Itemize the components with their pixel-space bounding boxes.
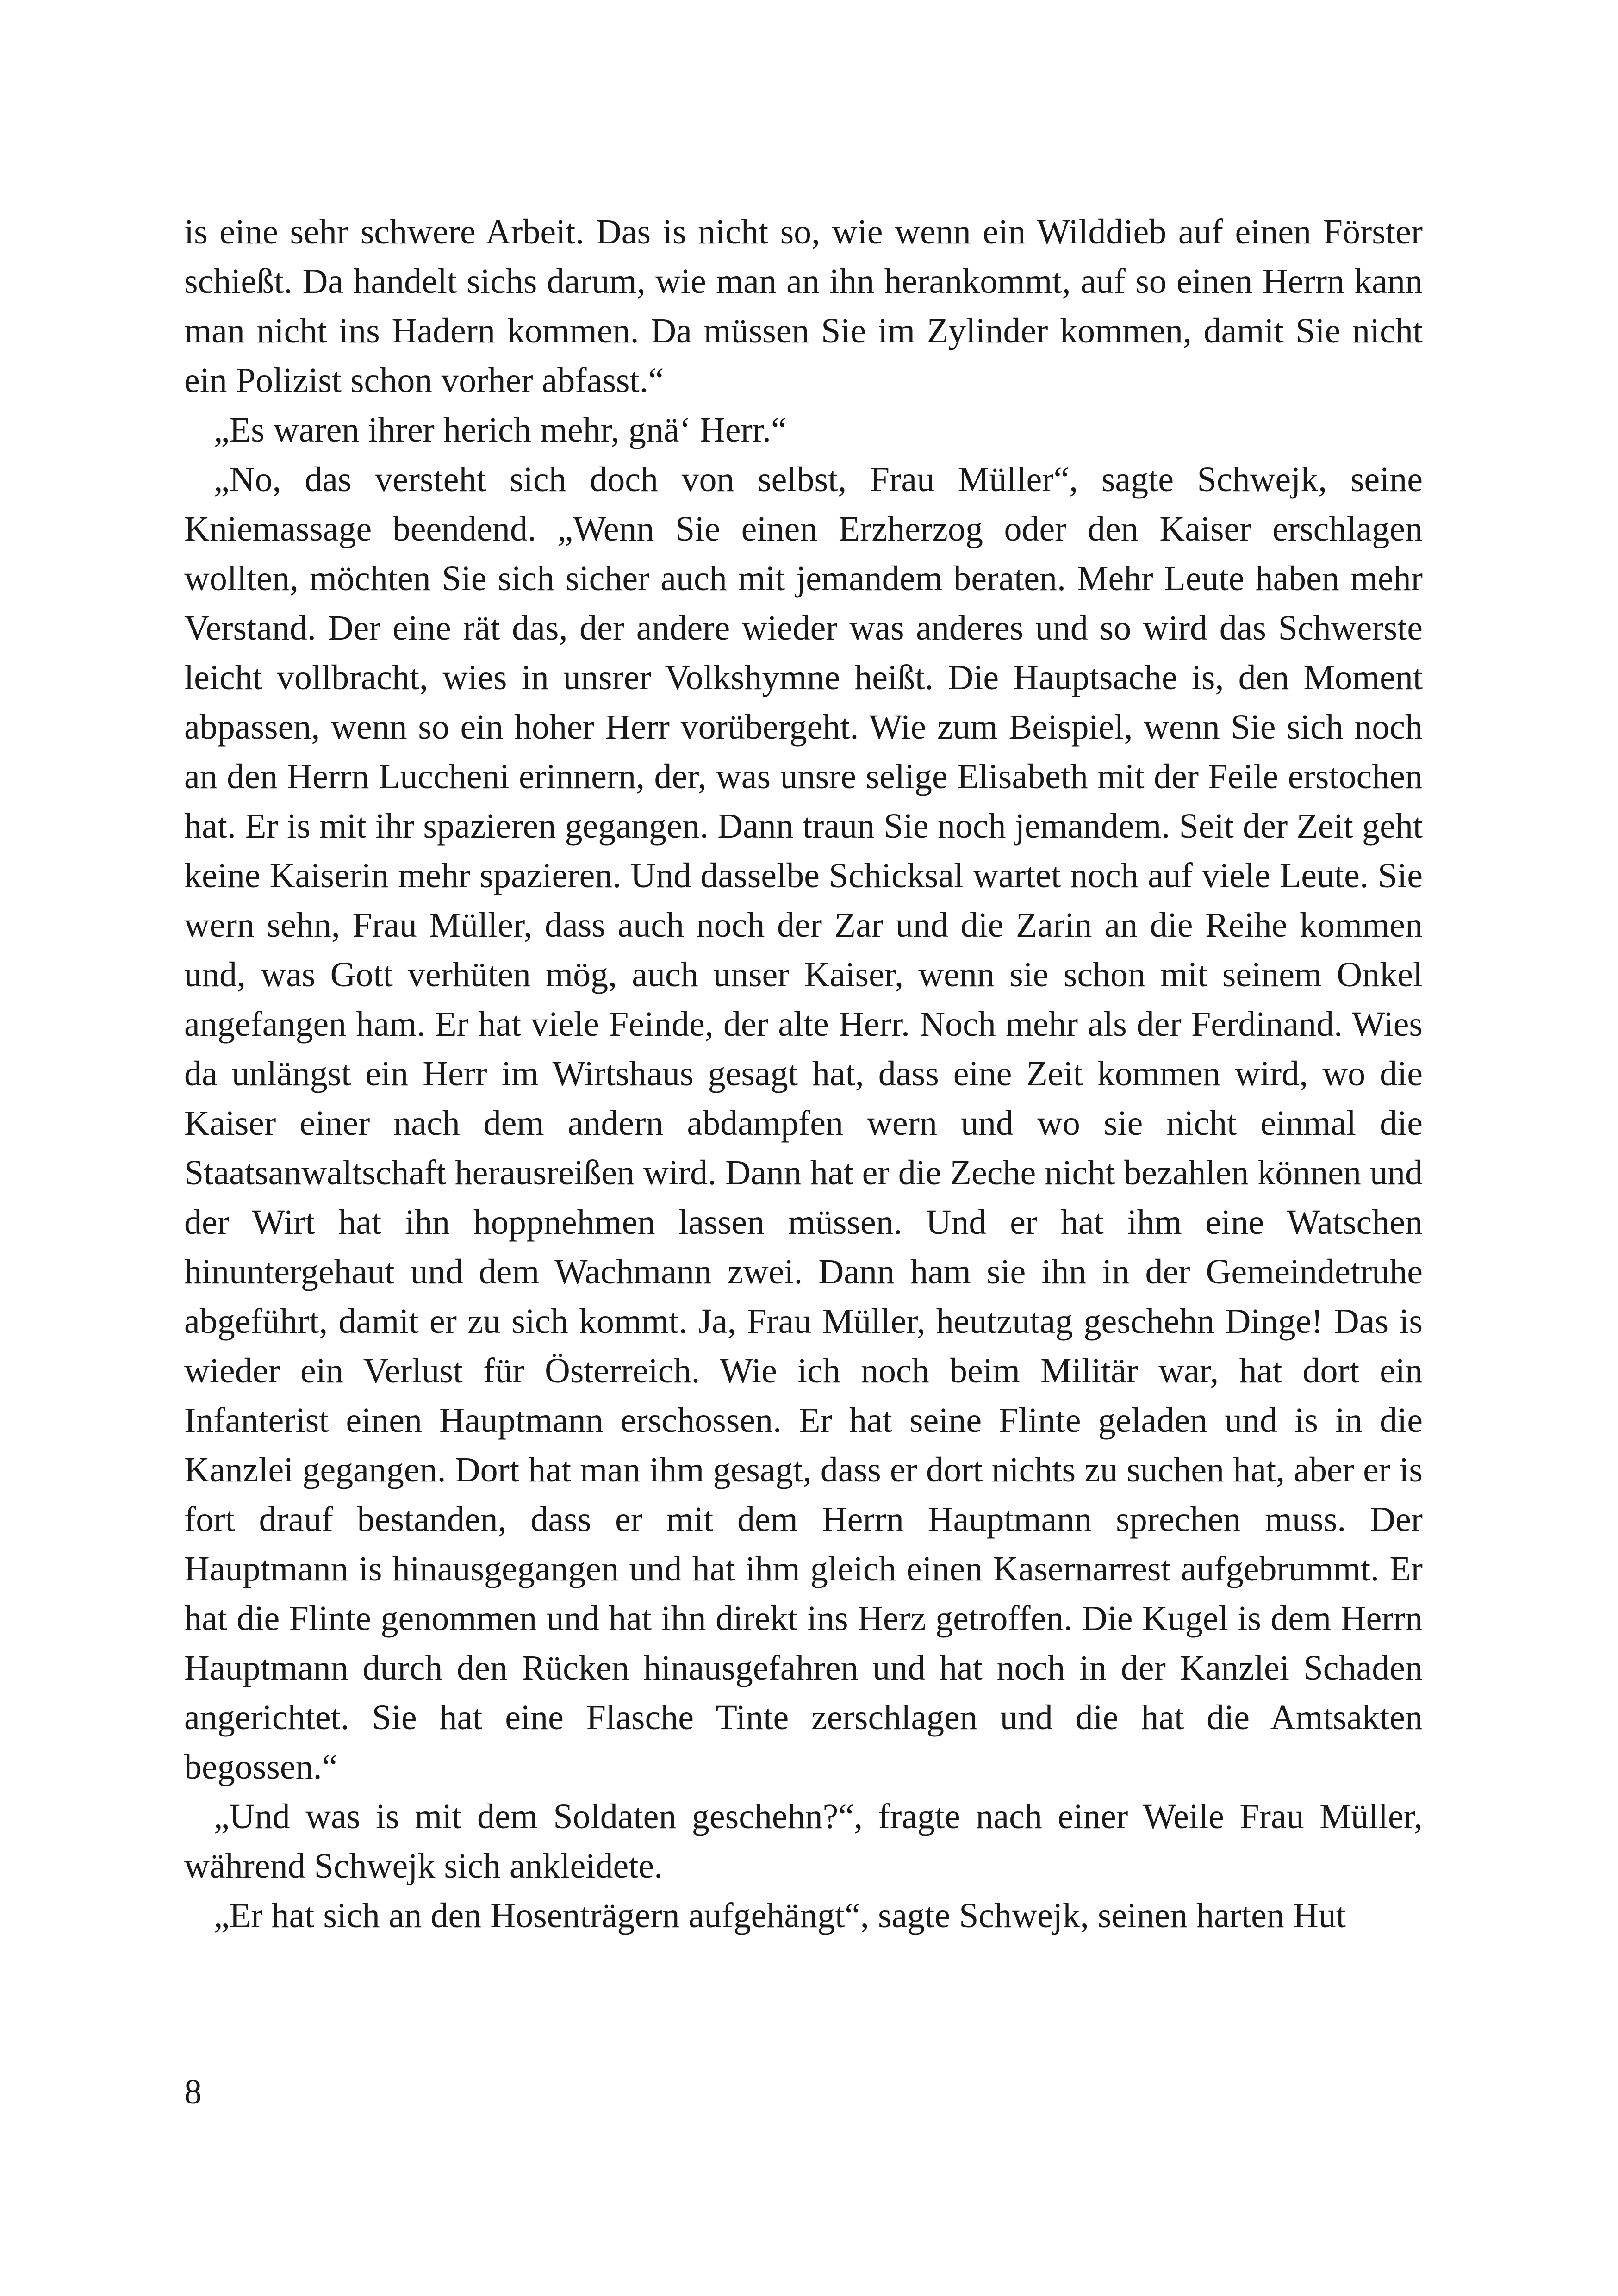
paragraph-5: „Er hat sich an den Hosenträgern aufgehängt“, sagte Schwejk, seinen harten Hut [214, 1896, 1346, 1935]
paragraph-4: „Und was is mit dem Soldaten geschehn?“, fragte nach einer Weile Frau Müller, während Schwejk sich ankleidete. [184, 1797, 1423, 1885]
body-text [184, 207, 1423, 1941]
paragraph-3: „No, das versteht sich doch von selbst, Frau Müller“, sagte Schwejk, seine Kniemassage beendend. „Wenn Sie einen Erzherzog oder den Kaiser erschlagen wollten, möchten Sie sich sicher auch mit jemandem beraten. Mehr Leute haben mehr Verstand. Der eine rät das, der andere wieder was anderes und so wird das Schwerste leicht vollbracht, wies in unsrer Volkshymne heißt. Die Hauptsache is, den Moment abpassen, wenn so ein hoher Herr vorübergeht. Wie zum Beispiel, wenn Sie sich noch an den Herrn Luccheni erinnern, der, was unsre selige Elisabeth mit der Feile erstochen hat. Er is mit ihr spazieren gegangen. Dann traun Sie noch jemandem. Seit der Zeit geht keine Kaiserin mehr spazieren. Und dasselbe Schicksal wartet noch auf viele Leute. Sie wern sehn, Frau Müller, dass auch noch der Zar und die Zarin an die Reihe kommen und, was Gott verhüten mög, auch unser Kaiser, wenn sie schon mit seinem Onkel angefangen ham. Er hat viele Feinde, der alte Herr. Noch mehr als der Ferdinand. Wies da unlängst ein Herr im Wirtshaus gesagt hat, dass eine Zeit kommen wird, wo die Kaiser einer nach dem andern abdampfen wern und wo sie nicht einmal die Staatsanwaltschaft herausreißen wird. Dann hat er die Zeche nicht bezahlen können und der Wirt hat ihn hoppnehmen lassen müssen. Und er hat ihm eine Watschen hinuntergehaut und dem Wachmann zwei. Dann ham sie ihn in der Gemeindetruhe abgeführt, damit er zu sich kommt. Ja, Frau Müller, heutzutag geschehn Dinge! Das is wieder ein Verlust für Österreich. Wie ich noch beim Militär war, hat dort ein Infanterist einen Hauptmann erschossen. Er hat seine Flinte geladen und is in die Kanzlei gegangen. Dort hat man ihm gesagt, dass er dort nichts zu suchen hat, aber er is fort drauf bestanden, dass er mit dem Herrn Hauptmann sprechen muss. Der Hauptmann is hinausgegangen und hat ihm gleich einen Kasernarrest aufgebrummt. Er hat die Flinte genommen und hat ihn direkt ins Herz getroffen. Die Kugel is dem Herrn Hauptmann durch den Rücken hinausgefahren und hat noch in der Kanzlei Schaden angerichtet. Sie hat eine Flasche Tinte zerschlagen und die hat die Amtsakten begossen.“ [184, 460, 1423, 1786]
paragraph-1: is eine sehr schwere Arbeit. Das is nicht so, wie wenn ein Wilddieb auf einen Förster schießt. Da handelt sichs darum, wie man an ihn herankommt, auf so einen Herrn kann man nicht ins Hadern kommen. Da müssen Sie im Zylinder kommen, damit Sie nicht ein Polizist schon vorher abfasst.“ [184, 212, 1423, 400]
page-number: 8 [184, 2072, 202, 2111]
paragraph-2: „Es waren ihrer herich mehr, gnä‘ Herr.“ [214, 411, 787, 449]
